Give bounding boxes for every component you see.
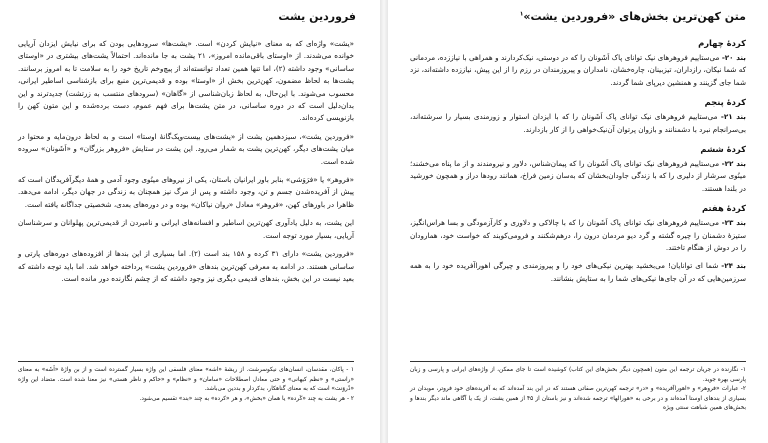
right-page xyxy=(388,0,768,443)
body-paragraph: «فروهر» یا «فرَوَشی» بنابر باور ایرانیان باستان، یکی از نیروهای مینُوی وجود آدمی و همهٔ دیگرآفریدگان است که پیش از آفریده‌شدن جسم و تن، وجود داشته و پس از مرگ نیز همچنان به زندگی در جهان دیگر، ادامه می‌دهد. ظاهرا در باورهای کهن، «فروهر» معادل «روان نیاکان» بوده و در دوره‌های بعدی، شخصیتی جداگانه یافته است. xyxy=(18,175,354,209)
left-page xyxy=(0,0,380,443)
verse-paragraph xyxy=(410,260,746,285)
verse-text: شما ای توانایان! می‌بخشید بهترین نیکی‌های خود را و پیروزمندی و چیرگی اهوراآفریده خود را به همه سرزمین‌هایی که در آن جای‌ها نیکی‌های شما را به ستایش بنشانند. xyxy=(410,261,746,283)
verse-paragraph xyxy=(410,111,746,136)
section-heading: کردهٔ پنجم xyxy=(704,97,746,108)
title-footnote-ref: ۱ xyxy=(519,10,524,18)
footnote: ۱- نگارنده در جریان ترجمه این متون (همچون دیگر بخش‌های این کتاب) کوشیده است تا جای ممکن، از واژه‌های ایرانی و پارسی و زبان پارسی بهره جوید. xyxy=(410,367,746,383)
verse-text: می‌ستاییم فروهرهای نیک توانای پاک اَشَونان را که با ایزدان استوار و زورمندی بسیار را سرشته‌اند، بی‌سرانجام نبرد با دشمنانند و بازوان پرتوان آن‌نیک‌خواهی را از کار بازدارند. xyxy=(410,112,746,134)
verse-text: می‌ستاییم فروهرهای نیک توانای پاک اَشَونان را که در دوستی، نیک‌کردارند و همراهی با نیاززده، مردمانی که شما نیکان، رازداران، تیزبینان، چاره‌خشان، نامداران و پیروزمندان در رزم را از این پیش، نیاززده داشته‌اند، نزد شما جای گزینند و همنشین دیرپای شما گردند. xyxy=(410,53,746,87)
verse-number: بند ۲۱- xyxy=(720,112,746,122)
verse-text: می‌ستاییم فروهرهای نیک توانای پاک اَشَونان را که پیمان‌شناس، دلاور و نیرومندند و از ما پناه می‌خشند؛ مینُوی سرشار از دلیری را که با زندگی جاودان‌بخشان که به‌سان زمین فراخ، همانند رودها دراز و همچون خورشید در بلندا هستند. xyxy=(410,159,746,193)
verse-number: بند ۲۴- xyxy=(721,261,746,271)
body-paragraph: «فروردین یشت»، سیزدهمین یشت از «یشت‌های بیست‌ویک‌گانهٔ اوستا» است و به لحاظ درون‌مایه و محتوا در میان یشت‌های دیگر، کهن‌ترین یشت به شمار می‌رود. این یشت در ستایش «فروهر بزرگان» و «اَشَونان» سروده شده است. xyxy=(18,131,354,166)
section-heading: کردهٔ هفتم xyxy=(701,203,746,214)
body-paragraph: این یشت، به دلیل یادآوری کهن‌ترین اساطیر و افسانه‌های ایرانی و نامبردن از قدیمی‌ترین پهلوانان و سرشناسان آریایی، بسیار مورد توجه است. xyxy=(18,218,354,240)
page-title xyxy=(520,10,746,23)
right-page-footnotes xyxy=(410,361,746,414)
verse-paragraph xyxy=(410,52,746,89)
right-page-body xyxy=(410,38,746,291)
book-gutter xyxy=(380,0,388,443)
verse-text: می‌ستاییم فروهرهای نیک توانای پاک اَشَونان را که با چالاکی و دلاوری و کارآزمودگی و بسا هراس‌انگیز، ستیزهٔ دشمنان را چیره گشته و گرد دیو مردمان درون را، درهم‌شکنند و فرومی‌کوبند که خواست خود، همارودان را در دوش از هنگام تاختند. xyxy=(410,218,746,253)
body-paragraph: «یشت» واژه‌ای که به معنای «نیایش کردن» است. «یشت‌ها» سرودهایی بودن که برای نیایش ایزدان آریایی خوانده می‌شدند. از «اوستای باقی‌مانده امروز»، ۲۱ یشت به جا مانده‌اند. احتمالاً یشت‌های بیشتری در «اوستای ساسانی» وجود داشته (۲)، اما تنها همین تعداد توانسته‌اند از پیچ‌وخم تاریخ خود را به سلامت تا به امروز برسانند. یشت‌ها به لحاظ مضمون، کهن‌ترین بخش از «اوستا» بوده و قدیمی‌ترین منبع برای بازشناسی اساطیر ایرانی، محسوب می‌شوند. با این‌حال، به لحاظ زبان‌شناسی از «گاهان» (سرودهای منتسب به زرتشت) جدیدترند و این بدان‌دلیل است که در دوره ساسانی، در متن یشت‌ها برای فهم عموم، دست برده‌شده و این متون کهن را بازنویسی کرده‌اند. xyxy=(18,39,354,123)
left-page-body xyxy=(18,38,354,291)
body-paragraph: «فروردین یشت» دارای ۳۱ کرده و ۱۵۸ بند است (۲). اما بسیاری از این بندها از افزوده‌های دوره‌های پارتی و ساسانی هستند. در ادامه به معرفی کهن‌ترین بندهای «فروردین یشت» پرداخته خواهد شد. اما باید توجه داشته که بعید نیست در این بخش، بندهای قدیمی دیگری نیز وجود داشته که از چشم نگارنده دور مانده است. xyxy=(18,249,355,283)
verse-number: بند ۲۰- xyxy=(721,53,746,62)
footnote: ۱ - پاکان، مقدسان، انسان‌های نیکوسرشت. از ریشهٔ «اشه» معنای فلسفی این واژه بسیار گسترده است و از بن واژهٔ «اَشَه» به معنای «راستی» و «نظم کیهانی» و حتی معادل اصطلاحات «سامان» و «نظام» و «حاکم و ناظر هستی» نیز معنا شده است. متضاد این واژه «دُروَنت» است که به معنای گناهکار، بدکردار و بددین می‌باشد. xyxy=(18,367,354,393)
footnote: ۲ - هر یشت به چند «کَرده» یا همان «بخش»، و هر «کرده» به چند «بند» تقسیم می‌شود. xyxy=(139,395,354,402)
verse-number: بند ۲۳- xyxy=(721,218,746,228)
verse-paragraph xyxy=(410,158,746,195)
page-title: فروردین یشت xyxy=(278,10,356,23)
verse-number: بند ۲۲- xyxy=(721,159,746,169)
verse-paragraph xyxy=(410,217,746,254)
left-page-footnotes xyxy=(18,361,354,404)
section-heading: کردهٔ چهارم xyxy=(698,38,746,48)
section-heading: کردهٔ ششم xyxy=(700,144,746,155)
footnote: ۲- عبارات «فروهر» و «اهوراآفریده» و «در» ترجمه کهن‌ترین صفاتی هستند که در این بند آمده‌اند که به آفریده‌های خود فروتر، موبدان در بسیاری از بندهای اوستا آمده‌اند و در برخی به «هورالها» ترجمه شده‌اند و نیز باستان از ۴۵ از همین یشت، از یک یا آگاهی ماند دیگر بندها و بخش‌های همین شباهت سنتی ویژه xyxy=(410,386,746,412)
title-text: متن کهن‌ترین بخش‌های «فروردین یشت» xyxy=(523,10,746,23)
